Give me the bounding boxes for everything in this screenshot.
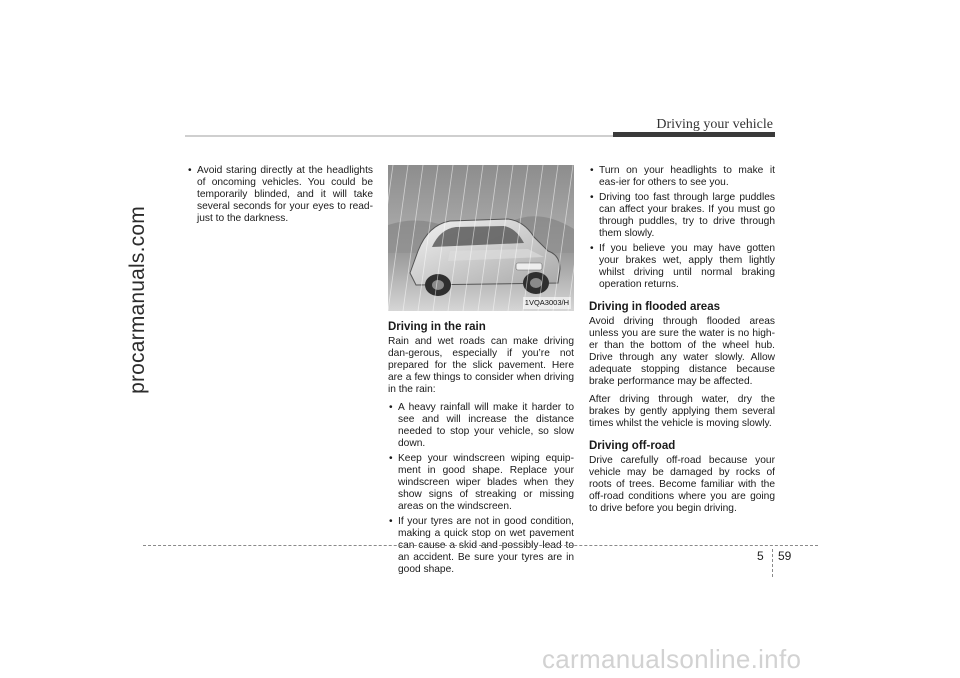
list-item: • Avoid staring directly at the headlights of oncoming vehicles. You could be temporarily blinded, and it will take several seconds for your eyes to read-just to the darkness. <box>187 165 373 225</box>
flooded-areas-heading: Driving in flooded areas <box>589 301 720 313</box>
list-item: • Keep your windscreen wiping equip-ment in good shape. Replace your windscreen wiper blades when they show signs of streaking or missing areas on the windscreen. <box>388 453 574 513</box>
flooded-paragraph-1: Avoid driving through flooded areas unless you are sure the water is no high-er than the bottom of the wheel hub. Drive through any water slowly. Allow adequate stopping distance because brake performance may be affected. <box>589 316 775 387</box>
column-2 <box>388 165 574 580</box>
column-3 <box>589 165 775 521</box>
chapter-number: 5 <box>757 549 764 563</box>
bottom-watermark: carmanualsonline.info <box>542 644 802 674</box>
car-in-rain-image <box>388 165 574 311</box>
side-watermark: procarmanuals.com <box>126 206 149 394</box>
off-road-heading: Driving off-road <box>589 440 676 452</box>
off-road-paragraph: Drive carefully off-road because your vehicle may be damaged by rocks of roots of trees. Become familiar with the off-road conditions where you are going to drive before you begin driving. <box>589 455 775 514</box>
footer-rule <box>143 545 818 546</box>
column-1 <box>187 165 373 229</box>
rain-car-illustration <box>388 165 574 311</box>
page-number-divider <box>772 549 773 577</box>
list-item: • Turn on your headlights to make it eas-ier for others to see you. <box>589 165 775 189</box>
list-item: • A heavy rainfall will make it harder to see and will increase the distance needed to stop your vehicle, so slow down. <box>388 402 574 450</box>
list-item: • If your tyres are not in good condition, making a quick stop on wet pavement can cause a skid and possibly lead to an accident. Be sure your tyres are in good shape. <box>388 516 574 576</box>
headlight-bullet-list <box>187 165 373 225</box>
header-rule-accent <box>613 132 775 137</box>
rain-tips-bullet-list <box>589 165 775 291</box>
flooded-paragraph-2: After driving through water, dry the brakes by gently applying them several times whilst the vehicle is moving slowly. <box>589 394 775 429</box>
rain-heading: Driving in the rain <box>388 321 486 333</box>
figure-code-label: 1VQA3003/H <box>524 298 569 307</box>
rain-bullet-list <box>388 402 574 576</box>
section-header-title: Driving your vehicle <box>656 117 773 132</box>
rain-intro-paragraph: Rain and wet roads can make driving dan-gerous, especially if you’re not prepared for the slick pavement. Here are a few things to consider when driving in the rain: <box>388 336 574 395</box>
page-number: 59 <box>778 549 792 563</box>
list-item: • If you believe you may have gotten your brakes wet, apply them lightly whilst driving until normal braking operation returns. <box>589 243 775 291</box>
list-item: • Driving too fast through large puddles can affect your brakes. If you must go through puddles, try to drive through them slowly. <box>589 192 775 240</box>
